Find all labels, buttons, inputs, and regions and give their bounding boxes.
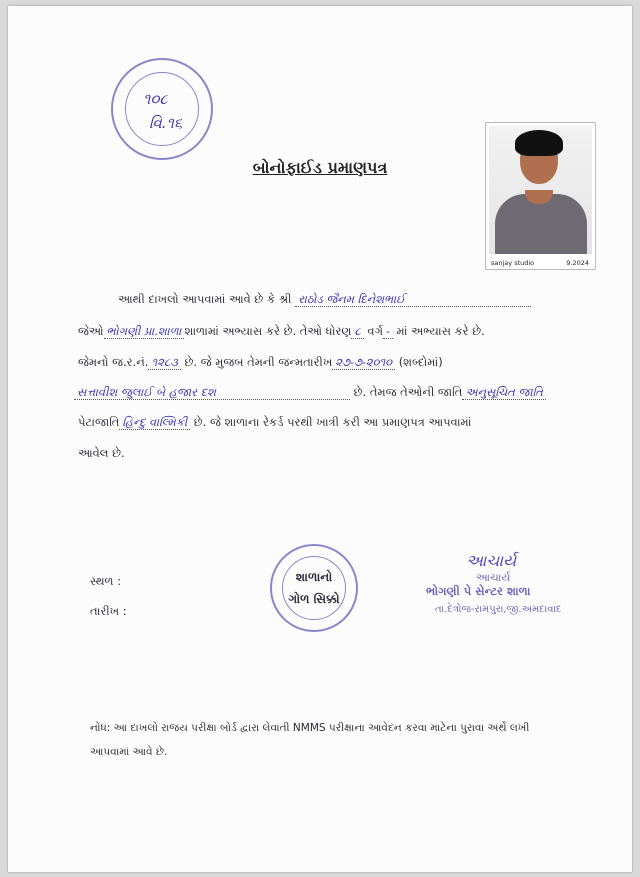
school-stamp-line1: શાળાનો xyxy=(295,570,333,584)
line-closing: આવેલ છે. xyxy=(78,446,125,460)
photo-studio-label: sanjay studio xyxy=(491,259,535,267)
division-value: - xyxy=(383,324,393,339)
principal-signature: આચાર્ય xyxy=(466,551,517,570)
gr-number: ૧૨૮૩ xyxy=(148,355,180,370)
round-seal-stamp xyxy=(111,58,213,160)
line-words: સત્તાવીશ જુલાઈ બે હજાર દશ છે. તેમજ તેઓની જાતિ અનુસૂચિત જાતિ xyxy=(74,385,594,400)
line-name: આથી દાખલો આપવામાં આવે છે કે શ્રી રાઠોડ જૈનમ દિનેશભાઈ xyxy=(118,292,632,307)
school-address: તા.દેત્રોજ-રામપુરા,જી.અમદાવાદ xyxy=(435,604,562,615)
student-name: રાઠોડ જૈનમ દિનેશભાઈ xyxy=(295,292,531,307)
footnote: નોંધ: આ દાખલો રાજય પરીક્ષા બોર્ડ દ્વારા લેવાતી NMMS પરીક્ષાના આવેદન કરવા માટેના પુરાવા અર્થે લખી આપવામાં આવે છે. xyxy=(90,722,530,758)
seal-sub: વિ.૧૬ xyxy=(149,114,183,132)
principal-role: આચાર્ય xyxy=(476,571,511,584)
line-grno: જેમનો જ.ર.નં. ૧૨૮૩ છે. જે મુજબ તેમની જન્મતારીખ ૨૭-૭-૨૦૧૦ (શબ્દોમાં) xyxy=(78,355,443,369)
caste-value: અનુસૂચિત જાતિ xyxy=(462,385,546,400)
date-label: તારીખ : xyxy=(90,604,127,618)
school-name: ભોગણી પ્રા.શાળા xyxy=(104,324,185,339)
photo-date-label: 9.2024 xyxy=(566,259,589,267)
subcaste-value: હિન્દુ વાલ્મિકી xyxy=(119,415,190,430)
student-photo xyxy=(485,122,596,270)
line-school: જેઓ ભોગણી પ્રા.શાળા શાળામાં અભ્યાસ કરે છે. તેઓ ધોરણ ૮ વર્ગ - માં અભ્યાસ કરે છે. xyxy=(78,324,485,338)
school-round-stamp xyxy=(270,544,358,632)
birth-date: ૨૭-૭-૨૦૧૦ xyxy=(332,355,395,370)
school-stamp-line2: ગોળ સિક્કો xyxy=(288,592,340,606)
standard-value: ૮ xyxy=(351,324,363,339)
page-title: બોનોફાઈડ પ્રમાણપત્ર xyxy=(252,158,388,177)
line-subcaste: પેટાજાતિ હિન્દુ વાલ્મિકી છે. જે શાળાના રેકર્ડ પરથી ખાત્રી કરી આ પ્રમાણપત્ર આપવામાં xyxy=(78,415,472,429)
birth-date-words: સત્તાવીશ જુલાઈ બે હજાર દશ xyxy=(74,385,350,400)
seal-number: ૧૦૮ xyxy=(143,90,168,108)
certificate-page xyxy=(8,6,632,872)
place-label: સ્થળ : xyxy=(90,574,122,588)
school-stamp-name: ભોગણી પે સેન્ટર શાળા xyxy=(426,584,531,598)
